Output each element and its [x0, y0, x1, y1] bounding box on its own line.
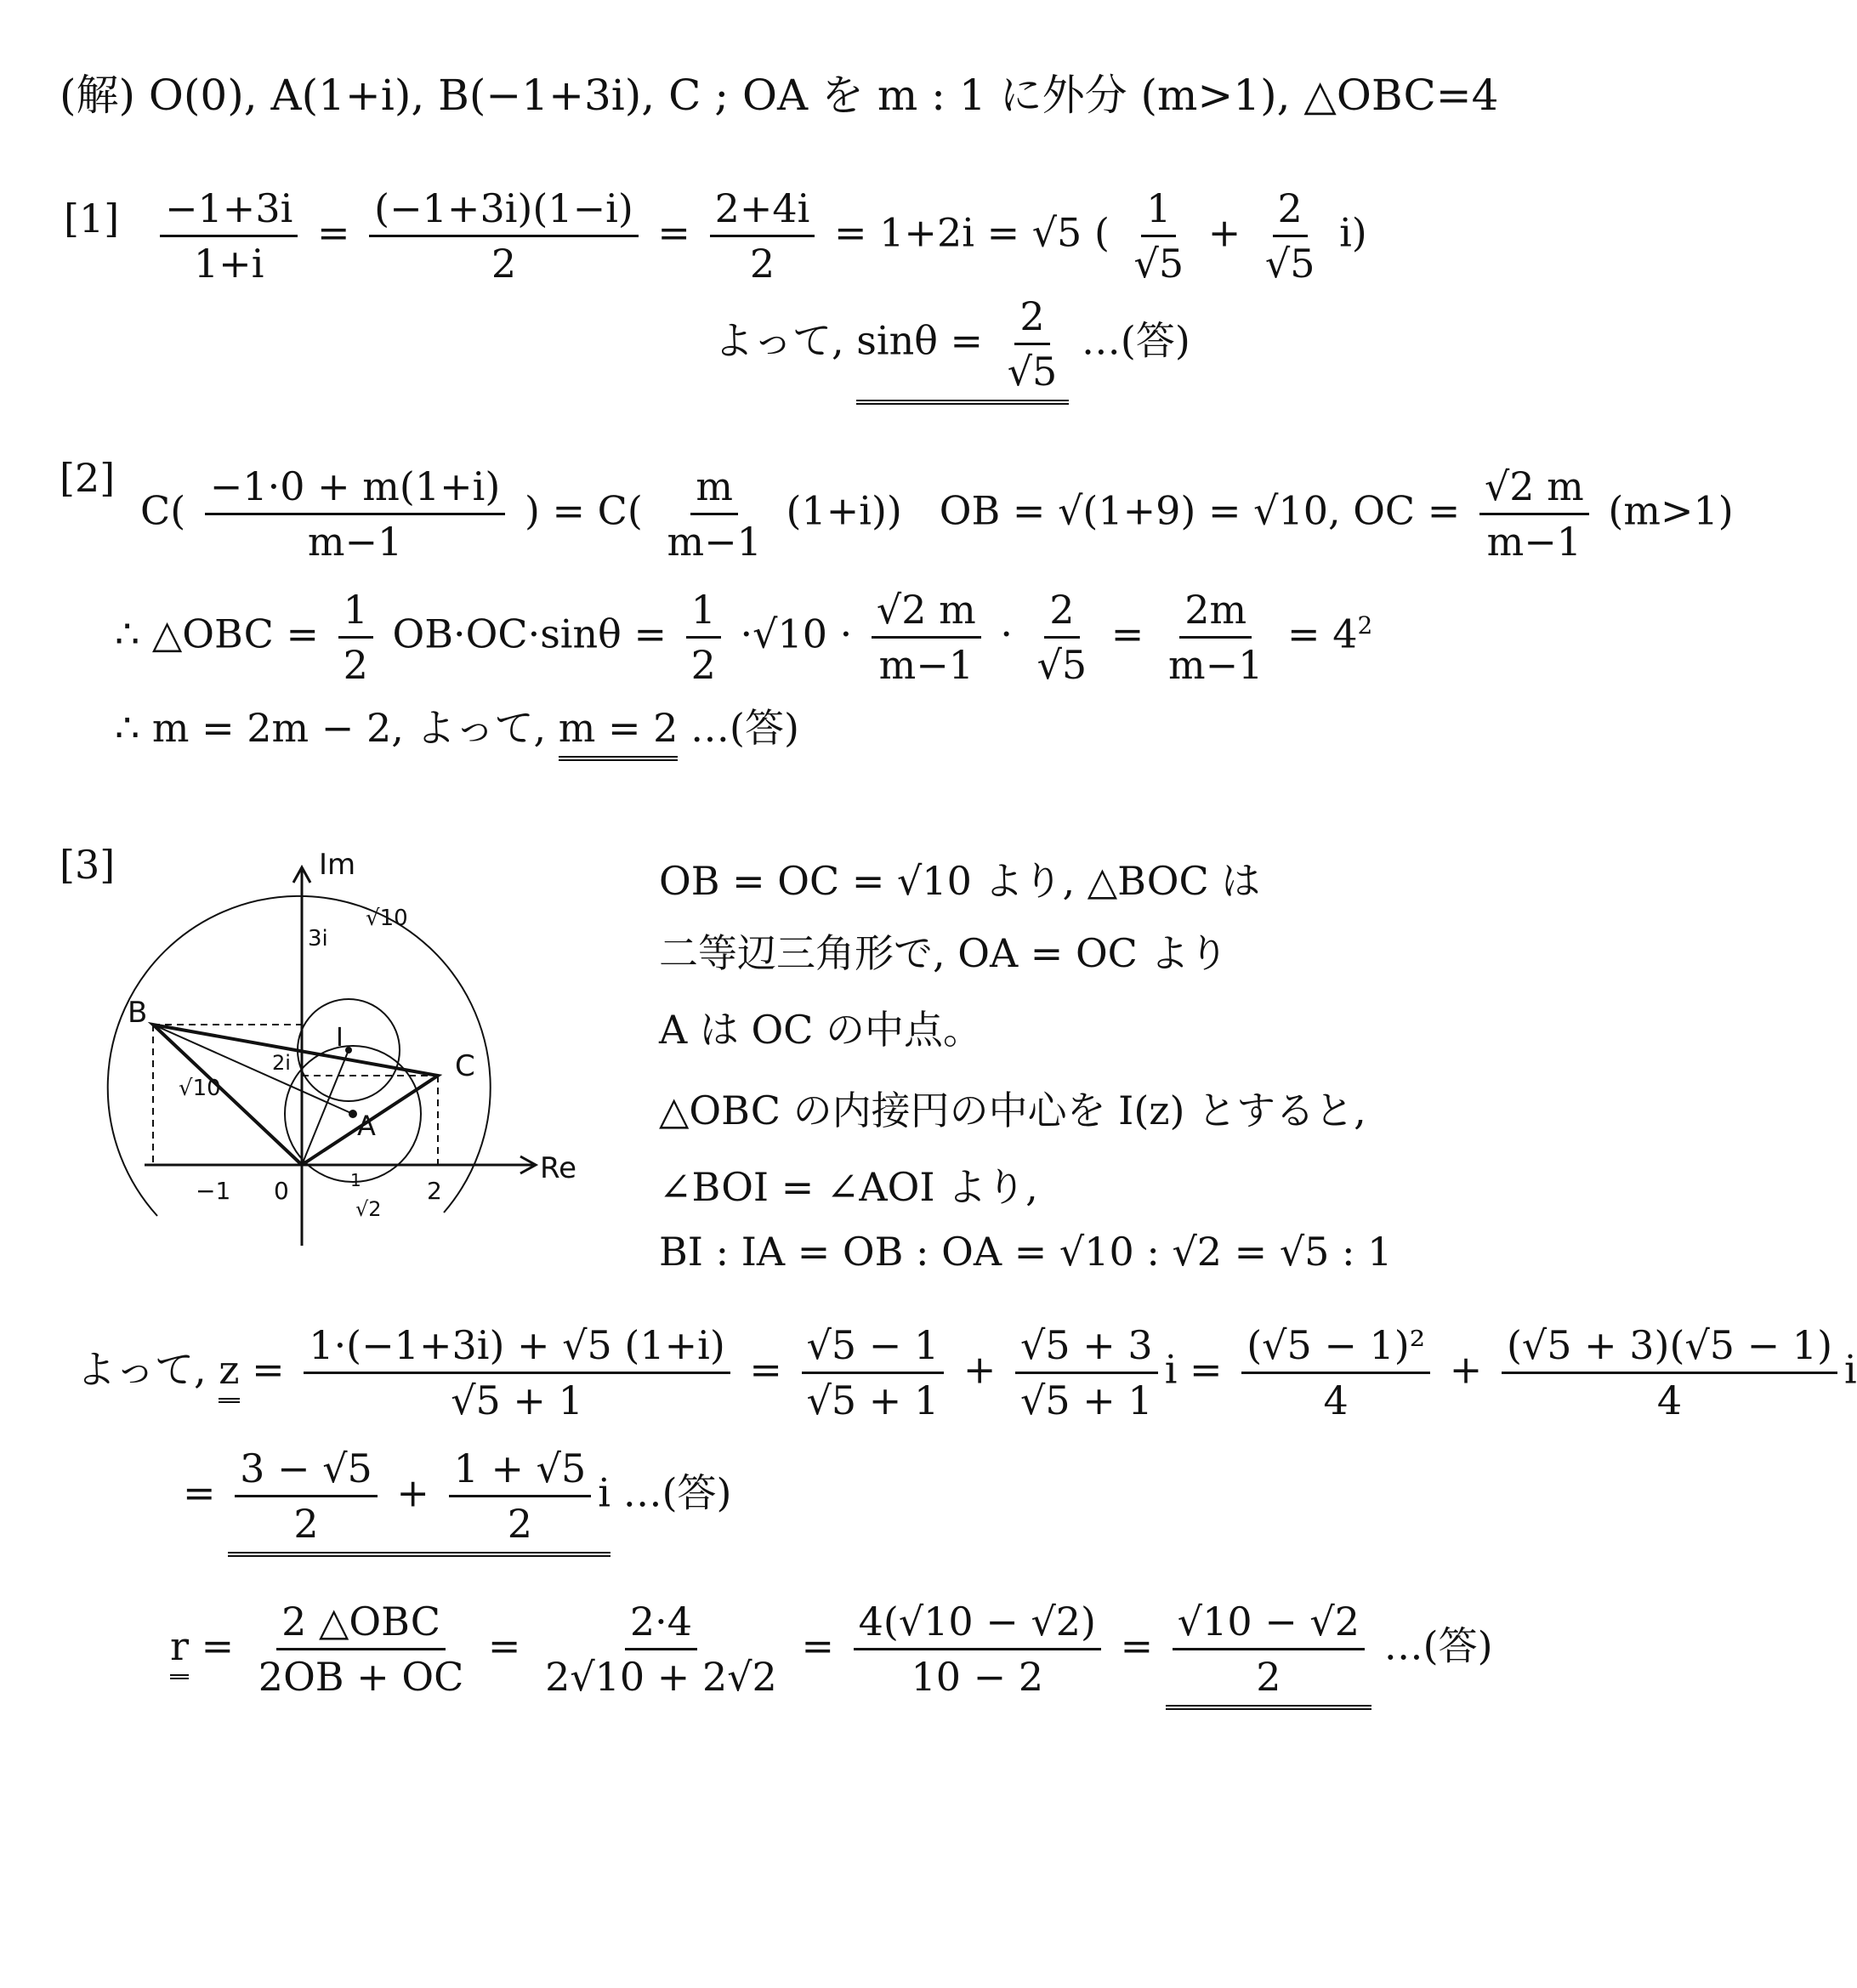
tick-sqrt2: √2 — [355, 1197, 382, 1221]
z-variable: z — [219, 1347, 239, 1403]
part1-answer: よって, sinθ = $\frac{2}{√5}$ …(答) — [714, 293, 1190, 405]
part3-text-6: BI : IA = OB : OA = √10 : √2 = √5 : 1 — [659, 1229, 1393, 1275]
answer-underline: $\frac{3 - √5}{2}$ + $\frac{1 + √5}{2}$ i — [228, 1446, 610, 1557]
tick-minus1: −1 — [196, 1177, 231, 1205]
label-re: Re — [540, 1151, 577, 1185]
part3-text-4: △OBC の内接円の中心を I(z) とすると, — [659, 1088, 1366, 1133]
part2-area: ∴ △OBC = $\frac{1}{2}$ OB·OC·sinθ = $\frac{1}{2}$ ·√10 · $\frac{√2 m}{m-1}$ · $\frac{2}{√5}$ = $\frac{2m}{m-1}$ = $4^2$ — [115, 587, 1373, 688]
fraction: $\frac{1}{√5}$ — [1133, 185, 1184, 287]
r-line: r = $\frac{\text{2 △OBC}}{2OB + OC}$ = $\frac{2\cdot 4}{2√10 + 2√2}$ = $\frac{4(√10 - √2)}{10 - 2}$ = $\frac{√10 - √2}{2}$ …(答) — [170, 1599, 1493, 1710]
circle-radius-sqrt10 — [108, 896, 491, 1216]
fraction: $\frac{2}{√5}$ — [1264, 185, 1315, 287]
part3-text-5: ∠BOI = ∠AOI より, — [659, 1164, 1038, 1210]
label-3i: 3i — [308, 926, 328, 951]
part2-label: [2] — [60, 455, 116, 501]
problem-header: (解) O(0), A(1+i), B(−1+3i), C ; OA を m : 1 に外分 (m>1), △OBC=4 — [60, 71, 1499, 120]
label-b: B — [128, 996, 148, 1030]
part1-label: [1] — [64, 196, 120, 241]
label-sqrt10-top: √10 — [366, 906, 408, 931]
label-sqrt10-left: √10 — [179, 1076, 221, 1101]
part2-solve: ∴ m = 2m − 2, よって, m = 2 …(答) — [115, 697, 799, 761]
part2-point-c: C( $\frac{-1\cdot 0 + m(1+i)}{m-1}$ ) = C( $\frac{m}{m-1}$ (1+i)) OB = √(1+9) = √10, OC = $\frac{√2 m}{m-1}$ (m>1) — [140, 463, 1734, 565]
label-i: I — [336, 1023, 344, 1053]
fraction: $\frac{-1+3i}{1+i}$ — [160, 185, 298, 287]
label-a: A — [357, 1110, 376, 1142]
answer-underline: sinθ = $\frac{2}{√5}$ — [856, 293, 1069, 405]
label-c: C — [455, 1049, 475, 1083]
label-im: Im — [319, 848, 356, 882]
r-variable: r — [170, 1623, 189, 1679]
answer-underline: m = 2 — [559, 705, 679, 761]
part3-label: [3] — [60, 842, 116, 888]
part3-text-2: 二等辺三角形で, OA = OC より — [659, 930, 1229, 976]
part1-equation: $\frac{-1+3i}{1+i}$ = $\frac{(-1+3i)(1-i)}{2}$ = $\frac{2+4i}{2}$ = 1+2i = √5 ( $\frac{1}{√5}$ + $\frac{2}{√5}$ i) — [153, 185, 1367, 287]
part3-text-1: OB = OC = √10 より, △BOC は — [659, 858, 1261, 904]
label-2i: 2i — [272, 1051, 291, 1075]
tick-2: 2 — [427, 1177, 442, 1205]
fraction: $\frac{2+4i}{2}$ — [710, 185, 815, 287]
label-origin: 0 — [274, 1177, 289, 1205]
tick-1-over: 1 — [350, 1170, 361, 1190]
z-result: = $\frac{3 - √5}{2}$ + $\frac{1 + √5}{2}$ i …(答) — [183, 1446, 732, 1557]
point-i — [345, 1047, 352, 1054]
answer-underline: $\frac{√10 - √2}{2}$ — [1166, 1599, 1371, 1710]
complex-plane-figure — [128, 842, 604, 1267]
point-a — [349, 1110, 357, 1118]
z-line-1: よって, z = $\frac{1\cdot(-1+3i) + √5 (1+i)}{√5 + 1}$ = $\frac{√5 - 1}{√5 + 1}$ + $\frac{√5 + 3}{√5 + 1}$ i = $\frac{\text{(√5 − 1)²}}{4}$ + $\frac{(√5 + 3)(√5 - 1)}{4}$ i — [77, 1322, 1857, 1423]
fraction: $\frac{(-1+3i)(1-i)}{2}$ — [369, 185, 639, 287]
part3-text-3: A は OC の中点。 — [659, 1007, 982, 1053]
